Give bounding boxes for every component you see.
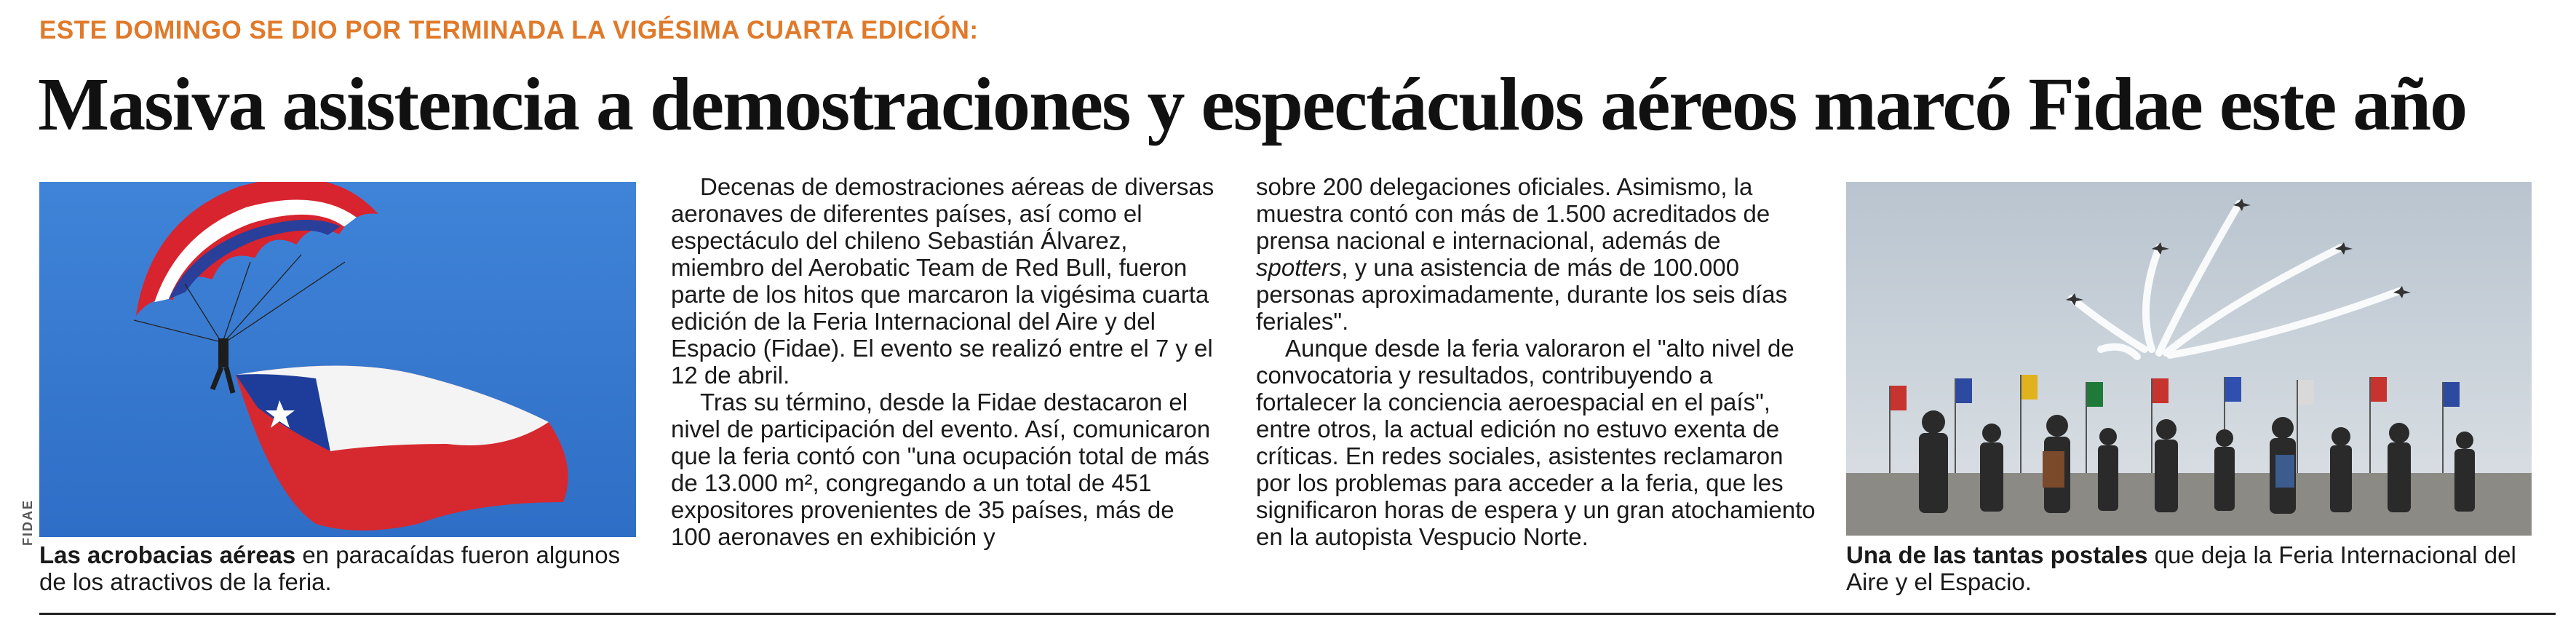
caption-left-bold: Las acrobacias aéreas (39, 541, 296, 568)
body-paragraph: Aunque desde la feria valoraron el "alto nivel de convocatoria y resultados, contribuyendo a fortalecer la conciencia aeroespacial en el país", entre otros, la actual edición no estuvo exenta de críticas. En redes sociales, asistentes reclamaron por los problemas para acceder a la feria, que les significaron horas de espera y un gran atochamiento en la autopista Vespucio Norte. (1256, 335, 1816, 550)
caption-right-text: que deja la Feria Internacional del Aire y el Espacio. (1846, 541, 2516, 595)
body-paragraph: Tras su término, desde la Fidae destacaron el nivel de participación del evento. Así, comunicaron que la feria contó con "una ocupación total de más de 13.000 m², congregando a un total de 451 expositores provenientes de 35 países, más de 100 aeronaves en exhibición y (671, 389, 1211, 550)
parachute-photo (39, 182, 636, 537)
caption-right (1846, 541, 2545, 595)
body-text: sobre 200 delegaciones oficiales. Asimismo, la muestra contó con más de 1.500 acreditados de prensa nacional e internacional, además de (1256, 173, 1770, 254)
airshow-photo (1846, 182, 2532, 536)
caption-right-bold: Una de las tantas postales (1846, 541, 2148, 568)
body-column-1 (671, 173, 1217, 550)
caption-left-text: en paracaídas fueron algunos de los atractivos de la feria. (39, 541, 621, 595)
body-text: , y una asistencia de más de 100.000 personas aproximadamente, durante los seis días feriales". (1256, 254, 1788, 335)
bottom-rule (39, 613, 2556, 615)
body-emphasis: spotters (1256, 254, 1342, 281)
headline: Masiva asistencia a demostraciones y espectáculos aéreos marcó Fidae este año (38, 63, 2467, 146)
kicker: ESTE DOMINGO SE DIO POR TERMINADA LA VIGÉSIMA CUARTA EDICIÓN: (39, 16, 979, 44)
body-paragraph (1256, 173, 1816, 335)
body-paragraph: Decenas de demostraciones aéreas de diversas aeronaves de diferentes países, así como el espectáculo del chileno Sebastián Álvarez, miembro del Aerobatic Team de Red Bull, fueron parte de los hitos que marcaron la vigésima cuarta edición de la Feria Internacional del Aire y del Espacio (Fidae). El evento se realizó entre el 7 y el 12 de abril. (671, 173, 1215, 389)
photo-credit: FIDAE (20, 499, 35, 546)
body-column-2 (1256, 173, 1816, 550)
caption-left (39, 541, 651, 595)
